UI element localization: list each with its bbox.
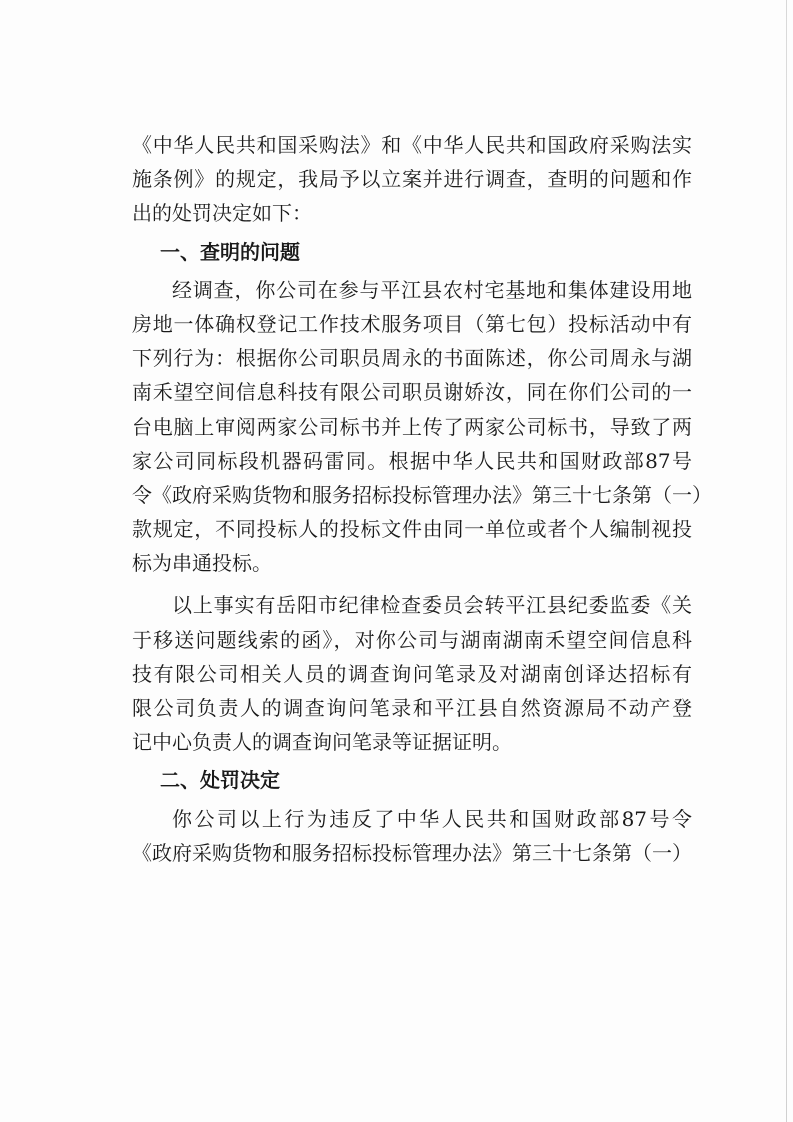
- evidence-line-2: 于移送问题线索的函》，对你公司与湖南湖南禾望空间信息科: [132, 627, 692, 652]
- findings-line-7: 令《政府采购货物和服务招标投标管理办法》第三十七条第（一）: [132, 482, 712, 507]
- intro-line-3: 出的处罚决定如下：: [132, 201, 312, 226]
- evidence-line-5: 记中心负责人的调查询问笔录等证据证明。: [132, 730, 512, 755]
- section-heading-penalty: 二、处罚决定: [160, 768, 280, 793]
- findings-line-9: 标为串通投标。: [132, 551, 272, 576]
- evidence-line-3: 技有限公司相关人员的调查询问笔录及对湖南创译达招标有: [132, 661, 692, 686]
- findings-line-6: 家公司同标段机器码雷同。根据中华人民共和国财政部87号: [132, 448, 692, 473]
- findings-line-3: 下列行为：根据你公司职员周永的书面陈述，你公司周永与湖: [132, 346, 692, 371]
- intro-line-1: 《中华人民共和国采购法》和《中华人民共和国政府采购法实: [132, 133, 692, 157]
- intro-line-2: 施条例》的规定，我局予以立案并进行调查，查明的问题和作: [132, 167, 692, 192]
- findings-line-1: 经调查，你公司在参与平江县农村宅基地和集体建设用地: [172, 277, 692, 302]
- document-body: [132, 128, 712, 870]
- evidence-line-4: 限公司负责人的调查询问笔录和平江县自然资源局不动产登: [132, 696, 692, 720]
- scan-edge-line: [786, 0, 787, 1122]
- findings-line-8: 款规定，不同投标人的投标文件由同一单位或者个人编制视投: [132, 517, 692, 542]
- findings-line-4: 南禾望空间信息科技有限公司职员谢娇汝，同在你们公司的一: [132, 380, 692, 405]
- findings-line-5: 台电脑上审阅两家公司标书并上传了两家公司标书，导致了两: [132, 414, 692, 439]
- penalty-line-2: 《政府采购货物和服务招标投标管理办法》第三十七条第（一）: [132, 840, 692, 865]
- evidence-line-1: 以上事实有岳阳市纪律检查委员会转平江县纪委监委《关: [172, 593, 692, 618]
- penalty-line-1: 你公司以上行为违反了中华人民共和国财政部87号令: [172, 806, 692, 831]
- section-heading-findings: 一、查明的问题: [160, 239, 300, 264]
- findings-line-2: 房地一体确权登记工作技术服务项目（第七包）投标活动中有: [132, 311, 692, 336]
